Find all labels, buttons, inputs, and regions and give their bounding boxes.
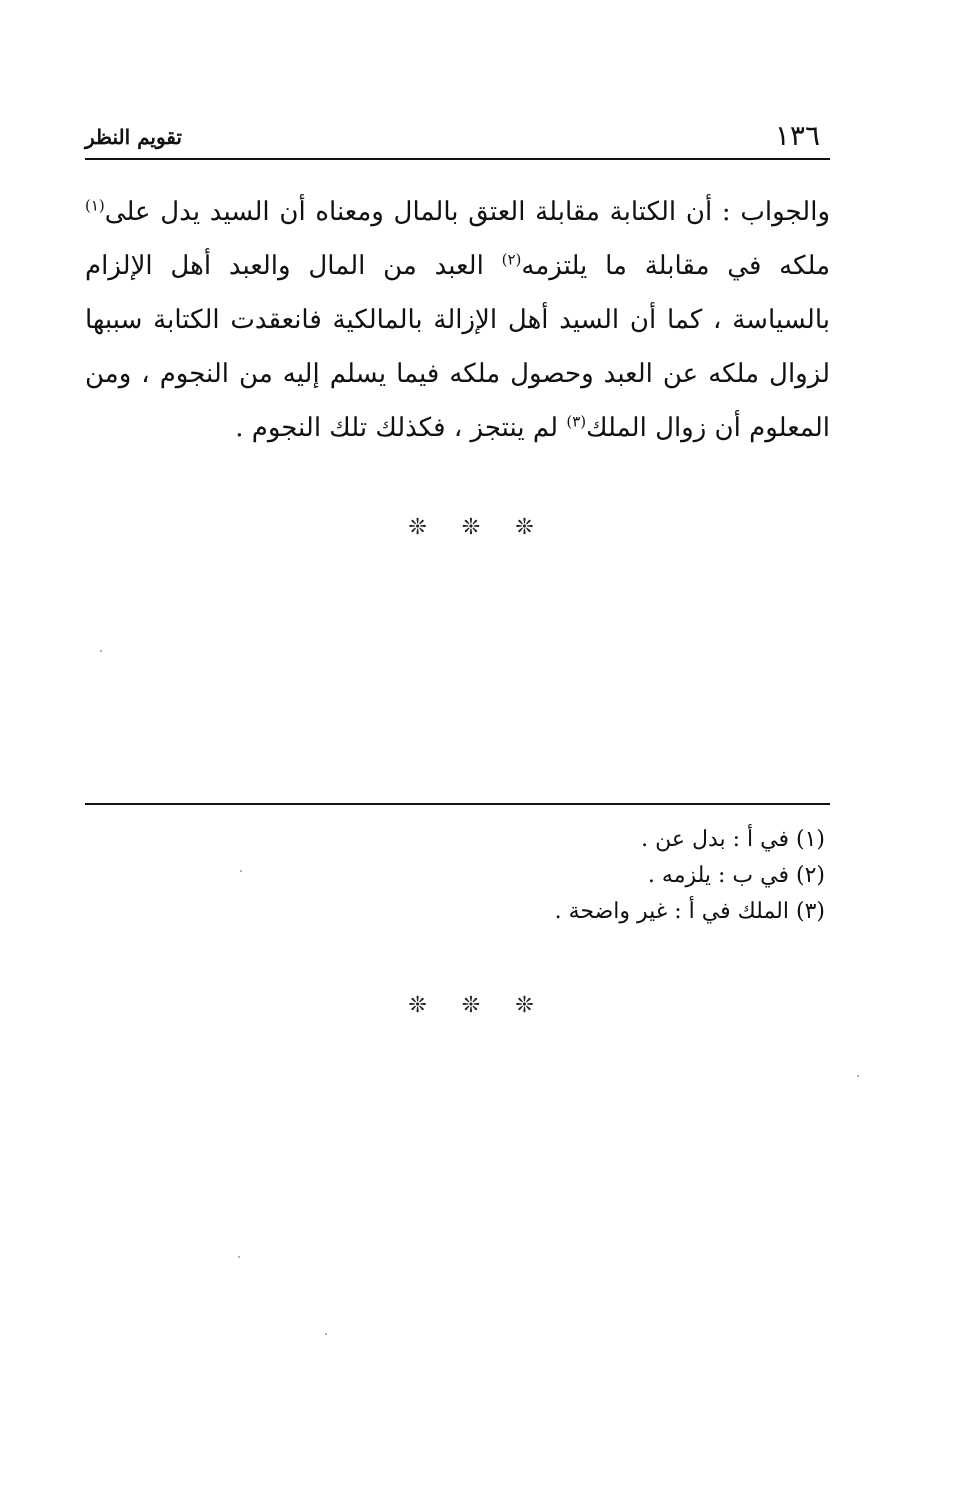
section-ornament: ❊ ❊ ❊ xyxy=(408,515,548,540)
body-text-segment: العبد من المال والعبد أهل الإلزام بالسياسة ، كما أن السيد أهل الإزالة بالمالكية فانعقدت الكتابة سببها لزوال ملكه عن العبد وحصول ملكه فيما يسلم إليه من النجوم ، ومن المعلوم أن زوال الملك xyxy=(85,251,830,443)
body-paragraph xyxy=(85,185,830,455)
body-text-segment: ملكه في مقابلة ما يلتزمه xyxy=(521,251,830,281)
footnote-1: (١) في أ : بدل عن . xyxy=(641,827,825,852)
footnote-reference-2: (٢) xyxy=(501,250,522,269)
footnote-rule xyxy=(85,803,830,805)
body-text-segment: والجواب : أن الكتابة مقابلة العتق بالمال ومعناه أن السيد يدل على xyxy=(104,197,830,227)
scan-speck xyxy=(238,1256,240,1258)
page-number: ١٣٦ xyxy=(774,119,820,152)
footnote-reference-3: (٣) xyxy=(566,412,587,431)
scan-speck xyxy=(100,650,102,652)
scan-speck xyxy=(325,1333,327,1335)
body-text-segment: لم ينتجز ، فكذلك تلك النجوم . xyxy=(235,413,567,443)
running-head xyxy=(85,118,830,158)
footnote-reference-1: (١) xyxy=(85,196,105,215)
footnotes xyxy=(85,822,825,930)
section-ornament: ❊ ❊ ❊ xyxy=(408,993,548,1018)
scan-speck xyxy=(240,870,242,872)
scan-speck xyxy=(857,1075,859,1077)
footnote-2: (٢) في ب : يلزمه . xyxy=(647,863,825,888)
footnote-3: (٣) الملك في أ : غير واضحة . xyxy=(554,899,825,924)
header-rule xyxy=(85,158,830,160)
book-title: تقويم النظر xyxy=(85,125,182,149)
